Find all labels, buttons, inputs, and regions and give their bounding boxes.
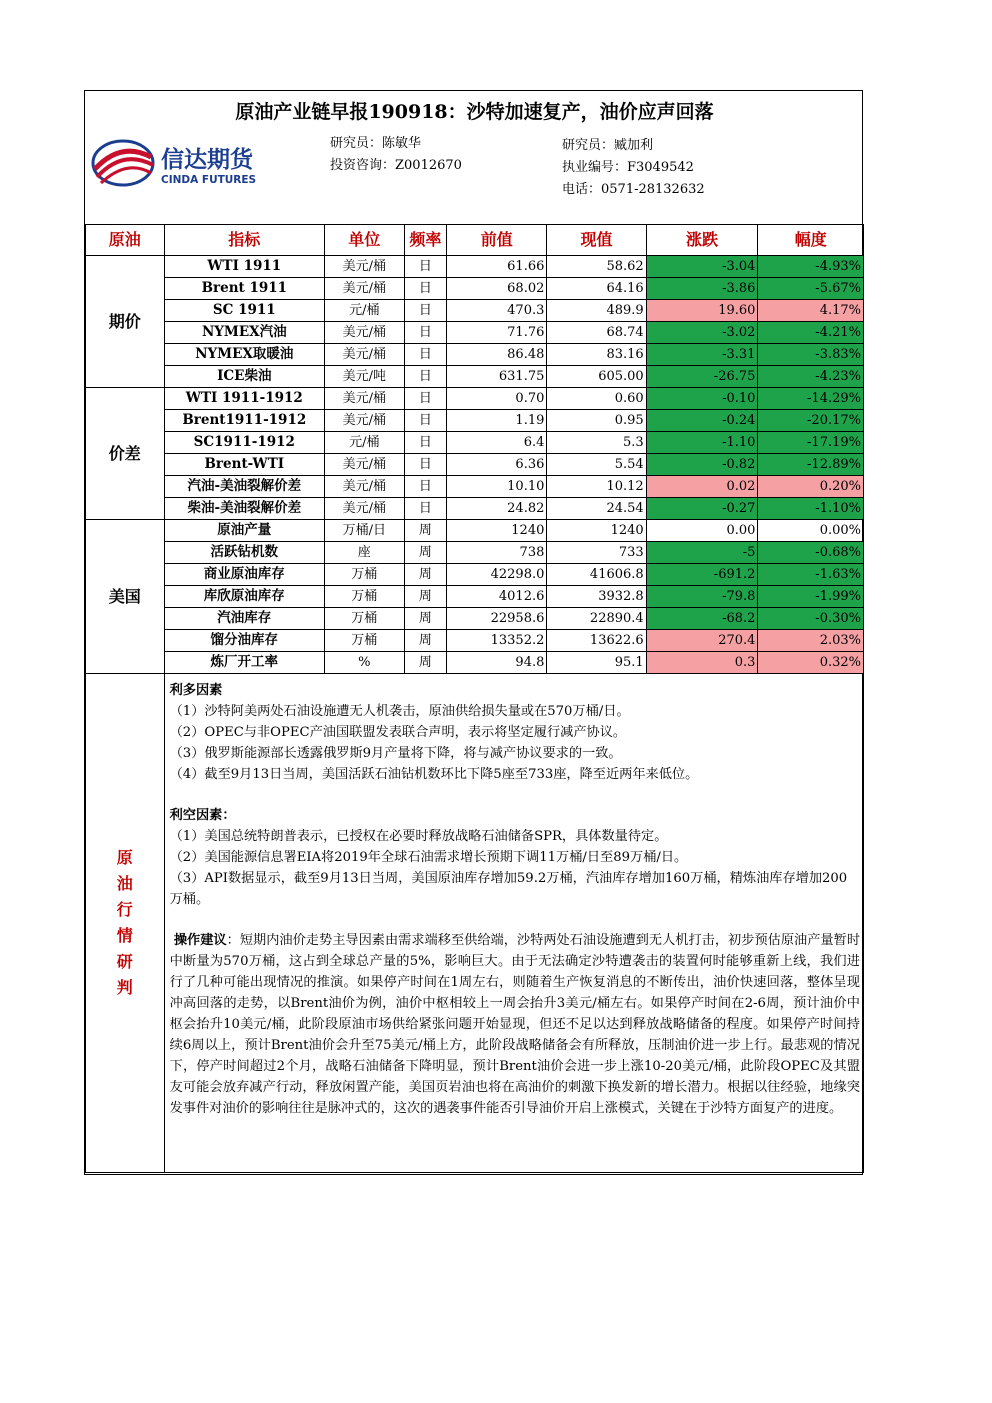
indicator-cell: 馏分油库存 [164, 630, 324, 652]
change-percent-cell: -17.19% [758, 432, 864, 454]
header-cell: 前值 [447, 225, 547, 256]
change-percent-cell: -1.10% [758, 498, 864, 520]
header-cell: 幅度 [758, 225, 864, 256]
bear-item: （3）API数据显示，截至9月13日当周，美国原油库存增加59.2万桶，汽油库存增加160万桶，精炼油库存增加200万桶。 [169, 871, 848, 907]
frequency-cell: 日 [404, 278, 446, 300]
staff-right [562, 135, 705, 201]
change-cell: -0.24 [646, 410, 758, 432]
analysis-vertical-label: 原 油 行 情 研 判 [116, 848, 133, 997]
previous-value-cell: 6.36 [447, 454, 547, 476]
change-percent-cell: 0.00% [758, 520, 864, 542]
table-row [86, 564, 864, 586]
report-sheet [84, 90, 863, 1175]
indicator-cell: 汽油库存 [164, 608, 324, 630]
frequency-cell: 日 [404, 410, 446, 432]
change-cell: 0.02 [646, 476, 758, 498]
indicator-cell: SC1911-1912 [164, 432, 324, 454]
previous-value-cell: 470.3 [447, 300, 547, 322]
indicator-cell: 汽油-美油裂解价差 [164, 476, 324, 498]
current-value-cell: 64.16 [547, 278, 646, 300]
logo-emblem-icon [91, 135, 291, 191]
indicator-cell: 原油产量 [164, 520, 324, 542]
report-title: 原油产业链早报190918：沙特加速复产，油价应声回落 [235, 101, 714, 123]
change-cell: -5 [646, 542, 758, 564]
frequency-cell: 日 [404, 454, 446, 476]
change-percent-cell: -20.17% [758, 410, 864, 432]
change-percent-cell: -4.21% [758, 322, 864, 344]
indicator-cell: NYMEX取暖油 [164, 344, 324, 366]
table-row [86, 476, 864, 498]
table-row [86, 520, 864, 542]
frequency-cell: 周 [404, 586, 446, 608]
change-percent-cell: -1.99% [758, 586, 864, 608]
category-cell: 价差 [86, 388, 165, 520]
unit-cell: 美元/桶 [324, 344, 404, 366]
current-value-cell: 13622.6 [547, 630, 646, 652]
change-percent-cell: -4.93% [758, 256, 864, 278]
category-cell: 美国 [86, 520, 165, 674]
change-percent-cell: -4.23% [758, 366, 864, 388]
previous-value-cell: 22958.6 [447, 608, 547, 630]
current-value-cell: 3932.8 [547, 586, 646, 608]
change-cell: -68.2 [646, 608, 758, 630]
consult-number: 投资咨询：Z0012670 [330, 158, 462, 173]
unit-cell: 美元/吨 [324, 366, 404, 388]
bear-item: （1）美国总统特朗普表示，已授权在必要时释放战略石油储备SPR，具体数量待定。 [169, 829, 668, 844]
table-row [86, 432, 864, 454]
frequency-cell: 日 [404, 300, 446, 322]
researcher-2: 研究员：臧加利 [562, 138, 654, 153]
table-row [86, 542, 864, 564]
indicator-cell: 柴油-美油裂解价差 [164, 498, 324, 520]
current-value-cell: 605.00 [547, 366, 646, 388]
header-cell: 单位 [324, 225, 404, 256]
current-value-cell: 5.3 [547, 432, 646, 454]
bear-title: 利空因素： [169, 808, 236, 823]
license-number: 执业编号：F3049542 [562, 160, 694, 175]
table-row [86, 388, 864, 410]
current-value-cell: 733 [547, 542, 646, 564]
unit-cell: 万桶/日 [324, 520, 404, 542]
current-value-cell: 1240 [547, 520, 646, 542]
table-row [86, 300, 864, 322]
change-cell: 0.00 [646, 520, 758, 542]
change-cell: -0.27 [646, 498, 758, 520]
previous-value-cell: 24.82 [447, 498, 547, 520]
advice-label: 操作建议 [173, 933, 227, 948]
advice-paragraph [170, 930, 860, 1119]
current-value-cell: 489.9 [547, 300, 646, 322]
current-value-cell: 24.54 [547, 498, 646, 520]
staff-left [330, 133, 462, 177]
table-header [86, 225, 864, 256]
indicator-cell: ICE柴油 [164, 366, 324, 388]
unit-cell: 美元/桶 [324, 256, 404, 278]
current-value-cell: 22890.4 [547, 608, 646, 630]
previous-value-cell: 42298.0 [447, 564, 547, 586]
current-value-cell: 58.62 [547, 256, 646, 278]
previous-value-cell: 94.8 [447, 652, 547, 674]
table-row [86, 322, 864, 344]
current-value-cell: 5.54 [547, 454, 646, 476]
bull-item: （1）沙特阿美两处石油设施遭无人机袭击，原油供给损失量或在570万桶/日。 [169, 704, 630, 719]
current-value-cell: 95.1 [547, 652, 646, 674]
researcher-1: 研究员：陈敏华 [330, 136, 422, 151]
previous-value-cell: 10.10 [447, 476, 547, 498]
logo-cn-text: 信达期货 [161, 147, 253, 173]
previous-value-cell: 6.4 [447, 432, 547, 454]
unit-cell: 元/桶 [324, 432, 404, 454]
unit-cell: 美元/桶 [324, 454, 404, 476]
change-percent-cell: -3.83% [758, 344, 864, 366]
change-cell: -3.86 [646, 278, 758, 300]
header-cell: 指标 [164, 225, 324, 256]
change-percent-cell: 0.32% [758, 652, 864, 674]
indicator-cell: Brent-WTI [164, 454, 324, 476]
indicator-cell: WTI 1911 [164, 256, 324, 278]
table-row [86, 630, 864, 652]
bull-title: 利多因素 [169, 683, 223, 698]
bull-item: （4）截至9月13日当周，美国活跃石油钻机数环比下降5座至733座，降至近两年来低位。 [169, 767, 699, 782]
advice-text: ：短期内油价走势主导因素由需求端移至供给端，沙特两处石油设施遭到无人机打击，初步预估原油产量暂时中断量为570万桶，这占到全球总产量的5%，影响巨大。由于无法确定沙特遭袭击的装置何时能够重新上线，我们进行了几种可能出现情况的推演。如果停产时间在1周左右，则随着生产恢复消息的不断传出，油价快速回落，整体呈现冲高回落的走势，以Brent油价为例，油价中枢相较上一周会抬升3美元/桶左右。如果停产时间在2-6周，预计油价中枢会抬升10美元/桶，此阶段原油市场供给紧张问题开始显现，但还不足以达到释放战略储备的程度。如果停产时间持续6周以上，预计Brent油价会升至75美元/桶上方，此阶段战略储备会有所释放，压制油价进一步上行。最悲观的情况下，停产时间超过2个月，战略石油储备下降明显，预计Brent油价会进一步上涨10-20美元/桶，此阶段OPEC及其盟友可能会放弃减产行动，释放闲置产能，美国页岩油也将在高油价的刺激下换发新的增长潜力。根据以往经验，地缘突发事件对油价的影响往往是脉冲式的，这次的遇袭事件能否引导油价开启上涨模式，关键在于沙特方面复产的进度。 [169, 933, 861, 1116]
current-value-cell: 0.60 [547, 388, 646, 410]
unit-cell: 万桶 [324, 564, 404, 586]
unit-cell: % [324, 652, 404, 674]
frequency-cell: 日 [404, 344, 446, 366]
table-row [86, 366, 864, 388]
frequency-cell: 周 [404, 542, 446, 564]
table-row [86, 586, 864, 608]
previous-value-cell: 0.70 [447, 388, 547, 410]
frequency-cell: 周 [404, 652, 446, 674]
header-cell: 现值 [547, 225, 646, 256]
previous-value-cell: 631.75 [447, 366, 547, 388]
bull-item: （2）OPEC与非OPEC产油国联盟发表联合声明，表示将坚定履行减产协议。 [169, 725, 627, 740]
change-percent-cell: 2.03% [758, 630, 864, 652]
frequency-cell: 日 [404, 432, 446, 454]
frequency-cell: 日 [404, 322, 446, 344]
change-percent-cell: 4.17% [758, 300, 864, 322]
frequency-cell: 周 [404, 564, 446, 586]
change-cell: -26.75 [646, 366, 758, 388]
current-value-cell: 83.16 [547, 344, 646, 366]
unit-cell: 美元/桶 [324, 498, 404, 520]
previous-value-cell: 13352.2 [447, 630, 547, 652]
phone: 电话：0571-28132632 [562, 182, 705, 197]
table-row [86, 652, 864, 674]
analysis-label [86, 674, 165, 1173]
unit-cell: 美元/桶 [324, 388, 404, 410]
indicator-cell: Brent 1911 [164, 278, 324, 300]
change-cell: -1.10 [646, 432, 758, 454]
frequency-cell: 日 [404, 256, 446, 278]
previous-value-cell: 1.19 [447, 410, 547, 432]
change-cell: -3.04 [646, 256, 758, 278]
table-row [86, 498, 864, 520]
header-cell: 原油 [86, 225, 165, 256]
previous-value-cell: 71.76 [447, 322, 547, 344]
current-value-cell: 0.95 [547, 410, 646, 432]
header-cell: 频率 [404, 225, 446, 256]
change-percent-cell: -1.63% [758, 564, 864, 586]
indicator-cell: NYMEX汽油 [164, 322, 324, 344]
change-cell: -3.31 [646, 344, 758, 366]
unit-cell: 美元/桶 [324, 322, 404, 344]
unit-cell: 美元/桶 [324, 278, 404, 300]
table-row [86, 344, 864, 366]
change-cell: -79.8 [646, 586, 758, 608]
unit-cell: 万桶 [324, 630, 404, 652]
change-cell: 0.3 [646, 652, 758, 674]
table-row [86, 410, 864, 432]
frequency-cell: 周 [404, 630, 446, 652]
change-percent-cell: -0.68% [758, 542, 864, 564]
indicator-cell: 商业原油库存 [164, 564, 324, 586]
previous-value-cell: 68.02 [447, 278, 547, 300]
logo-en-text: CINDA FUTURES [161, 174, 257, 186]
change-cell: -0.10 [646, 388, 758, 410]
change-cell: -3.02 [646, 322, 758, 344]
indicator-cell: WTI 1911-1912 [164, 388, 324, 410]
previous-value-cell: 86.48 [447, 344, 547, 366]
frequency-cell: 周 [404, 520, 446, 542]
unit-cell: 美元/桶 [324, 476, 404, 498]
data-table [85, 224, 864, 1173]
table-row [86, 608, 864, 630]
current-value-cell: 68.74 [547, 322, 646, 344]
frequency-cell: 日 [404, 498, 446, 520]
change-cell: 19.60 [646, 300, 758, 322]
change-cell: 270.4 [646, 630, 758, 652]
indicator-cell: 炼厂开工率 [164, 652, 324, 674]
unit-cell: 座 [324, 542, 404, 564]
header-cell: 涨跌 [646, 225, 758, 256]
unit-cell: 万桶 [324, 586, 404, 608]
frequency-cell: 日 [404, 366, 446, 388]
change-percent-cell: -0.30% [758, 608, 864, 630]
unit-cell: 万桶 [324, 608, 404, 630]
table-row [86, 454, 864, 476]
indicator-cell: Brent1911-1912 [164, 410, 324, 432]
unit-cell: 元/桶 [324, 300, 404, 322]
bull-item: （3）俄罗斯能源部长透露俄罗斯9月产量将下降，将与减产协议要求的一致。 [169, 746, 622, 761]
frequency-cell: 日 [404, 388, 446, 410]
bear-item: （2）美国能源信息署EIA将2019年全球石油需求增长预期下调11万桶/日至89万桶/日。 [169, 850, 688, 865]
indicator-cell: 活跃钻机数 [164, 542, 324, 564]
current-value-cell: 10.12 [547, 476, 646, 498]
change-percent-cell: 0.20% [758, 476, 864, 498]
current-value-cell: 41606.8 [547, 564, 646, 586]
change-cell: -0.82 [646, 454, 758, 476]
frequency-cell: 日 [404, 476, 446, 498]
analysis-row [86, 674, 864, 1173]
previous-value-cell: 738 [447, 542, 547, 564]
change-cell: -691.2 [646, 564, 758, 586]
change-percent-cell: -5.67% [758, 278, 864, 300]
analysis-content [164, 674, 863, 1173]
frequency-cell: 周 [404, 608, 446, 630]
indicator-cell: SC 1911 [164, 300, 324, 322]
category-cell: 期价 [86, 256, 165, 388]
change-percent-cell: -14.29% [758, 388, 864, 410]
table-row [86, 256, 864, 278]
change-percent-cell: -12.89% [758, 454, 864, 476]
unit-cell: 美元/桶 [324, 410, 404, 432]
previous-value-cell: 61.66 [447, 256, 547, 278]
cinda-futures-logo [91, 135, 291, 191]
previous-value-cell: 4012.6 [447, 586, 547, 608]
indicator-cell: 库欣原油库存 [164, 586, 324, 608]
table-row [86, 278, 864, 300]
previous-value-cell: 1240 [447, 520, 547, 542]
